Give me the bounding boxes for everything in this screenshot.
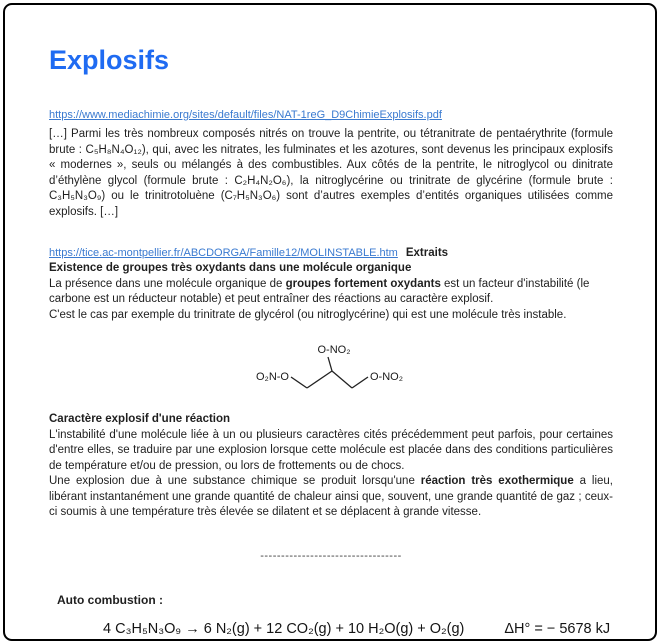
paragraph-explosion (49, 474, 613, 521)
paragraph-presence-part1: La présence dans une molécule organique de (49, 277, 286, 290)
source-link-line-2 (49, 246, 613, 261)
paragraph-presence-bold: groupes fortement oxydants (285, 277, 441, 290)
paragraph-presence-part2: est un facteur d'instabilité (le carbone est un réducteur notable) et peut entraîner des réactions au caractère explosif. (49, 277, 590, 305)
document-page (3, 3, 657, 641)
nitroglycerine-structure-diagram (242, 337, 420, 399)
enthalpy-value: ΔH° = − 5678 kJ (504, 620, 611, 637)
page-title: Explosifs (49, 45, 170, 75)
combustion-equation-row (103, 621, 613, 637)
paragraph-pentrite: […] Parmi les très nombreux composés nitrés on trouve la pentrite, ou tétranitrate de pentaérythrite (formule brute : C₅H₈N₄O₁₂), qui, avec les nitrates, les fulminates et les azotures, sont devenus les principaux explosifs « modernes », seuls ou mélangés à des combustibles. Aux côtés de la pentrite, le nitroglycol ou dinitrate d’éthylène glycol (formule brute : C₂H₄N₂O₆), la nitroglycérine ou trinitrate de glycérine (formule brute : C₃H₅N₃O₉) ou le trinitrotoluène (C₇H₅N₃O₆) sont d’autres exemples d’entités organiques utilisées comme explosifs. […] (49, 128, 613, 218)
molecule-right-label: O-NO₂ (370, 371, 403, 383)
molecule-diagram-wrap (49, 337, 613, 399)
molecule-bonds (291, 357, 368, 388)
section-divider: ---------------------------------- (260, 549, 402, 562)
combustion-equation: 4 C₃H₅N₃O₉ → 6 N₂(g) + 12 CO₂(g) + 10 H₂O(g) + O₂(g) (103, 620, 465, 637)
source-link-line-1 (49, 108, 613, 123)
extraits-label: Extraits (405, 247, 449, 259)
source-link-mediachimie[interactable]: https://www.mediachimie.org/sites/default/files/NAT-1reG_D9ChimieExplosifs.pdf (49, 109, 442, 121)
heading-caractere-explosif: Caractère explosif d'une réaction (49, 413, 231, 425)
heading-groupes-oxydants: Existence de groupes très oxydants dans une molécule organique (49, 262, 412, 274)
molecule-top-label: O-NO₂ (317, 344, 351, 356)
source-link-montpellier[interactable]: https://tice.ac-montpellier.fr/ABCDORGA/Famille12/MOLINSTABLE.htm (49, 247, 398, 259)
paragraph-explosion-part2: a lieu, libérant instantanément une grande quantité de chaleur ainsi que, souvent, une grande quantité de gaz ; ceux-ci soumis à une température très élevée se dilatent et se déplacent à grande vitesse. (49, 475, 613, 518)
paragraph-instabilite: L'instabilité d'une molécule liée à un ou plusieurs caractères cités précédemment peut parfois, pour certaines d'entre elles, se traduire par une explosion lorsque cette molécule est placée dans des conditions particulières de température et/ou de pression, ou lors de frottements ou de chocs. (49, 428, 613, 472)
heading-auto-combustion: Auto combustion : (57, 592, 163, 607)
paragraph-cas-exemple: C'est le cas par exemple du trinitrate de glycérol (ou nitroglycérine) qui est une molécule très instable. (49, 308, 567, 321)
molecule-left-label: O₂N-O (256, 371, 289, 383)
paragraph-presence (49, 277, 613, 308)
paragraph-explosion-part1: Une explosion due à une substance chimique se produit lorsqu'une (49, 475, 421, 487)
paragraph-explosion-bold: réaction très exothermique (420, 475, 574, 487)
